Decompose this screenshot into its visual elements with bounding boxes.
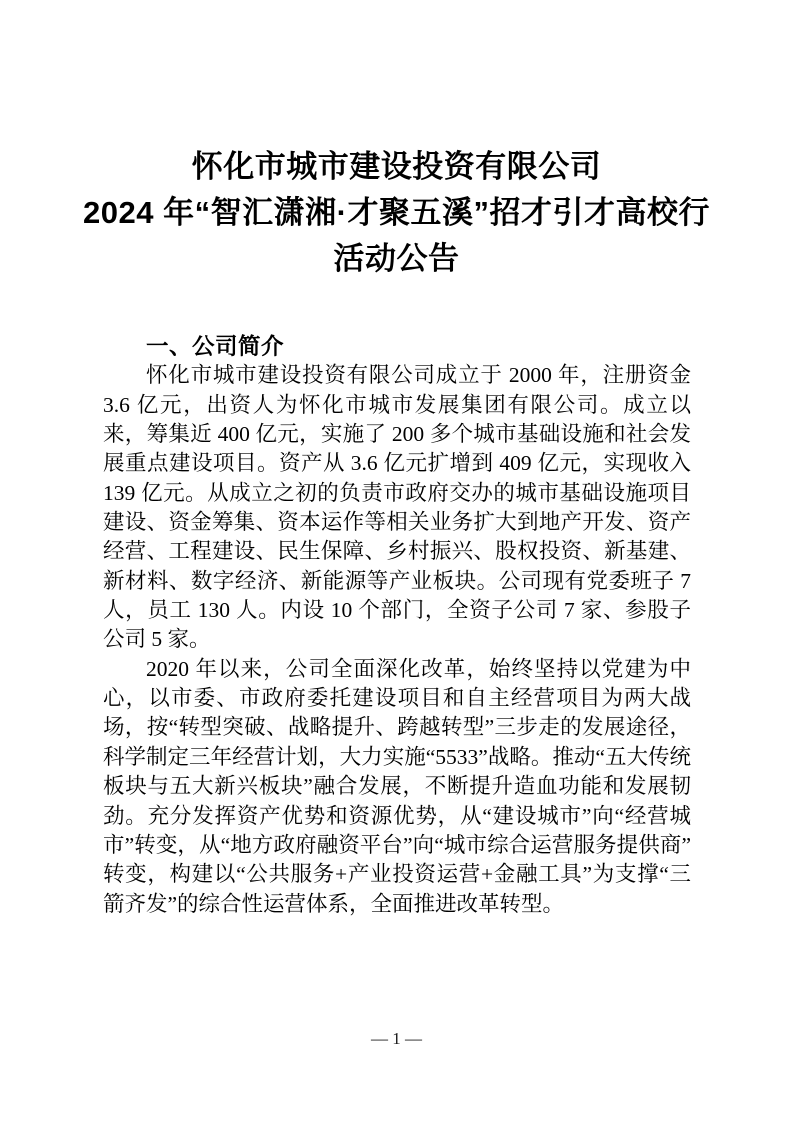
title-line-announcement: 活动公告 [333,241,460,276]
paragraph-reform-strategy: 2020 年以来，公司全面深化改革，始终坚持以党建为中心，以市委、市政府委托建设项目和自主经营项目为两大战场，按“转型突破、战略提升、跨越转型”三步走的发展途径，科学制定三年经营计划，大力实施“5533”战略。推动“五大传统板块与五大新兴板块”融合发展，不断提升造血功能和发展韧劲。充分发挥资产优势和资源优势，从“建设城市”向“经营城市”转变，从“地方政府融资平台”向“城市综合运营服务提供商”转变，构建以“公共服务+产业投资运营+金融工具”为支撑“三箭齐发”的综合性运营体系，全面推进改革转型。 [103,656,691,916]
section-heading-company-intro: 一、公司简介 [146,334,285,359]
document-body [103,332,691,919]
title-line-company-name: 怀化市城市建设投资有限公司 [191,149,602,184]
page-number: — 1 — [371,1029,422,1048]
title-line-event-name: 2024 年“智汇潇湘·才聚五溪”招才引才高校行 [83,195,710,230]
document-title [40,144,753,282]
paragraph-company-overview: 怀化市城市建设投资有限公司成立于 2000 年，注册资金 3.6 亿元，出资人为怀化市城市发展集团有限公司。成立以来，筹集近 400 亿元，实施了 200 多个城市基础设施和社会发展重点建设项目。资产从 3.6 亿元扩增到 409 亿元，实现收入 139 亿元。从成立之初的负责市政府交办的城市基础设施项目建设、资金筹集、资本运作等相关业务扩大到地产开发、资产经营、工程建设、民生保障、乡村振兴、股权投资、新基建、新材料、数字经济、新能源等产业板块。公司现有党委班子 7 人，员工 130 人。内设 10 个部门，全资子公司 7 家、参股子公司 5 家。 [103,363,691,652]
